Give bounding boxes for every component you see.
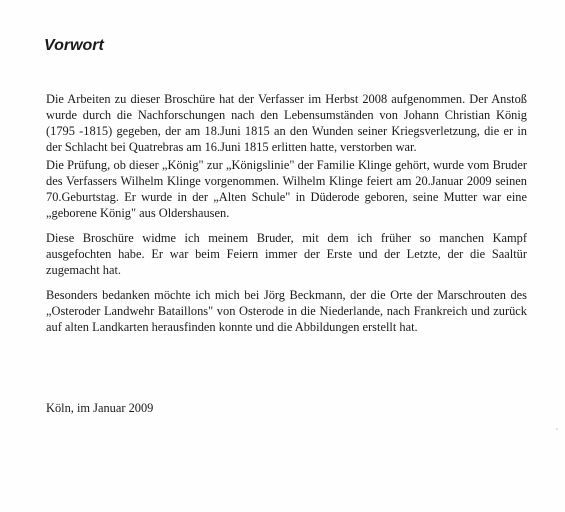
paragraph-acknowledgement: Besonders bedanken möchte ich mich bei Jörg Beckmann, der die Orte der Marschrouten des „Osteroder Landwehr Bataillons" von Osterode in die Niederlande, nach Frankreich und zurück auf alten Landkarten herausfinden konnte und die Abbildungen erstellt hat. [46,288,527,334]
paragraph-origin: Die Arbeiten zu dieser Broschüre hat der Verfasser im Herbst 2008 aufgenommen. Der Anstoß wurde durch die Nachforschungen nach den Lebensumständen von Johann Christian König (1795 -1815) gegeben, der am 18.Juni 1815 an den Wunden seiner Kriegsverletzung, die er in der Schlacht bei Quatrebras am 16.Juni 1815 erlitten hatte, verstorben war. [46,92,527,154]
paragraph-dedication: Diese Broschüre widme ich meinem Bruder, mit dem ich früher so manchen Kampf ausgefochten habe. Er war beim Feiern immer der Erste und der Letzte, der die Saaltür zugemacht hat. [46,231,527,277]
paragraph-verification: Die Prüfung, ob dieser „König" zur „Königslinie" der Familie Klinge gehört, wurde vom Bruder des Verfassers Wilhelm Klinge vorgenommen. Wilhelm Klinge feiert am 20.Januar 2009 seinen 70.Geburtstag. Er wurde in der „Alten Schule" in Düderode geboren, seine Mutter war eine „geborene König" aus Oldershausen. [46,158,527,220]
paper-speck [556,428,558,430]
place-date-signature: Köln, im Januar 2009 [46,401,154,415]
page-title: Vorwort [44,37,104,54]
